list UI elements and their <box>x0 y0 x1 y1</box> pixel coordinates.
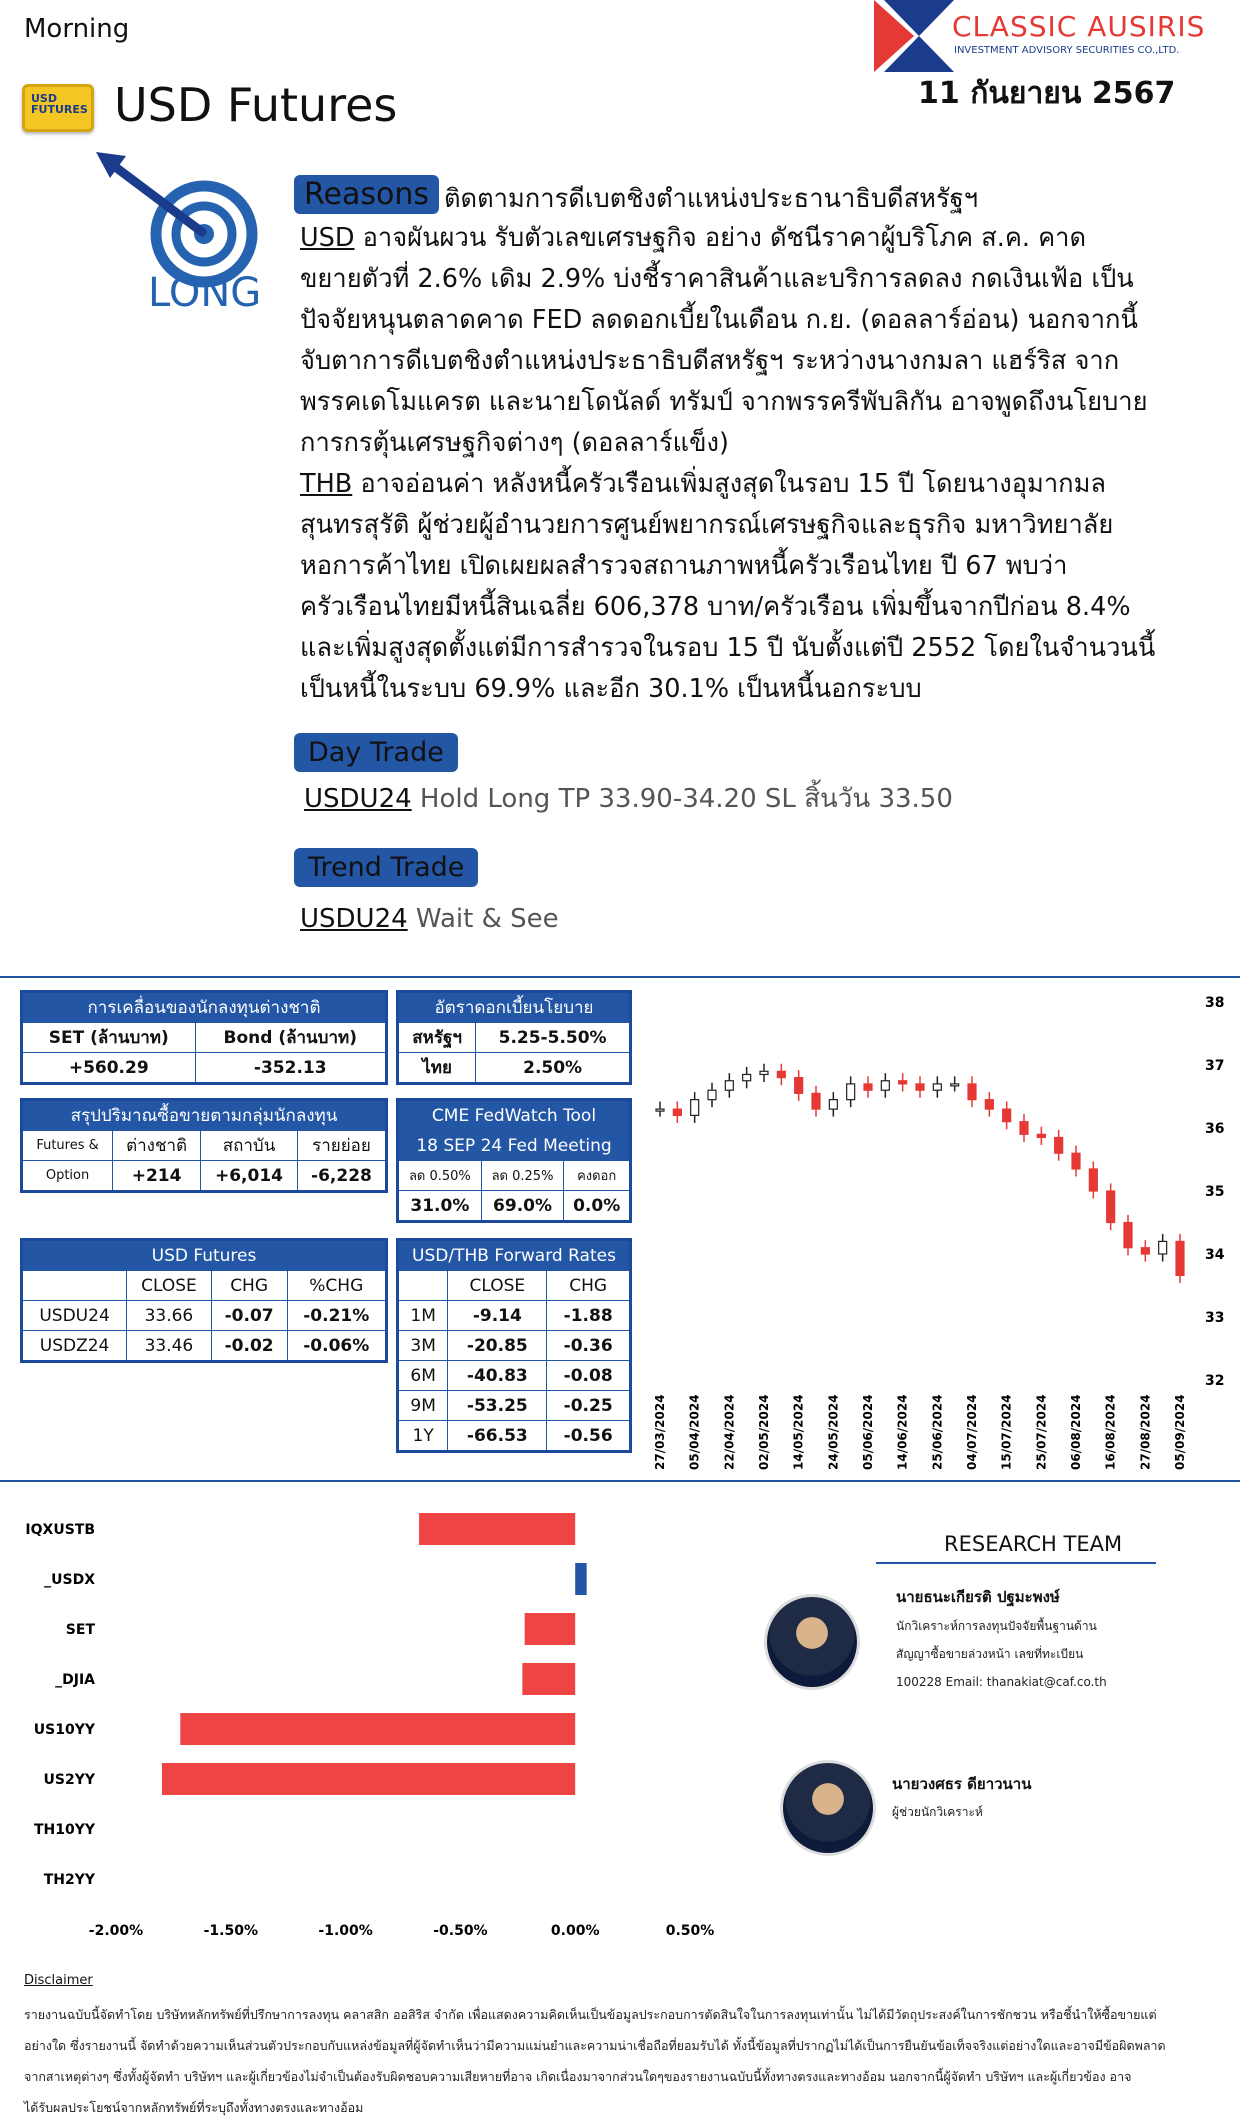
bar <box>419 1513 575 1545</box>
bar-category-label: US2YY <box>43 1772 95 1788</box>
investor-groups-table: สรุปปริมาณซื้อขายตามกลุ่มนักลงทุน Futures & ต่างชาติ สถาบัน รายย่อย Option +214 +6,014 -6,228 <box>20 1098 388 1193</box>
trend-trade-tag: Trend Trade <box>294 848 478 887</box>
x-tick-label: 27/03/2024 <box>653 1394 667 1470</box>
day-trade-line: USDU24 Hold Long TP 33.90-34.20 SL สิ้นวัน 33.50 <box>304 784 953 814</box>
reasons-tag: Reasons <box>294 175 439 214</box>
x-tick-label: -1.50% <box>203 1923 258 1939</box>
y-tick-label: 35 <box>1205 1184 1225 1200</box>
brand-logo-icon <box>874 0 954 72</box>
report-session: Morning <box>24 14 130 44</box>
candle-body <box>725 1081 733 1090</box>
section-divider <box>0 976 1240 978</box>
foreign-flow-table: การเคลื่อนของนักลงทุนต่างชาติ SET (ล้านบาท) Bond (ล้านบาท) +560.29 -352.13 <box>20 990 388 1085</box>
analyst1-name: นายธนะเกียรติ ปฐมะพงษ์ <box>896 1588 1060 1606</box>
usd-price-chart <box>650 990 1240 1480</box>
candle-body <box>1141 1248 1149 1254</box>
analyst1-avatar <box>764 1594 860 1690</box>
usd-futures-table: USD Futures CLOSE CHG %CHG USDU24 33.66 -0.07 -0.21% USDZ24 33.46 -0.02 -0.06% <box>20 1238 388 1363</box>
section-divider-2 <box>0 1480 1240 1482</box>
x-tick-label: 25/06/2024 <box>930 1394 945 1470</box>
candle-body <box>812 1093 820 1109</box>
x-tick-label: -2.00% <box>88 1923 144 1939</box>
x-tick-label: 05/04/2024 <box>687 1394 702 1470</box>
x-tick-label: 06/08/2024 <box>1069 1394 1083 1470</box>
candle-body <box>951 1084 959 1086</box>
x-tick-label: 0.50% <box>665 1923 715 1939</box>
candle-body <box>795 1078 803 1094</box>
x-tick-label: 02/05/2024 <box>757 1394 771 1470</box>
candle-body <box>743 1074 751 1080</box>
x-tick-label: 15/07/2024 <box>999 1394 1014 1470</box>
x-tick-label: 05/09/2024 <box>1173 1394 1187 1470</box>
candle-body <box>881 1081 889 1090</box>
candle-body <box>1176 1241 1184 1275</box>
candle-body <box>985 1100 993 1109</box>
x-tick-label: 05/06/2024 <box>861 1394 875 1470</box>
bar-category-label: _DJIA <box>55 1672 95 1688</box>
x-tick-label: 25/07/2024 <box>1034 1394 1049 1470</box>
x-tick-label: -1.00% <box>318 1923 373 1939</box>
candle-body <box>899 1081 907 1084</box>
x-tick-label: -0.50% <box>433 1923 488 1939</box>
candle-body <box>673 1109 681 1115</box>
policy-rate-table: อัตราดอกเบี้ยนโยบาย สหรัฐฯ 5.25-5.50% ไทย 2.50% <box>396 990 632 1085</box>
x-tick-label: 14/06/2024 <box>895 1394 910 1470</box>
x-tick-label: 22/04/2024 <box>722 1394 737 1470</box>
trend-trade-line: USDU24 Wait & See <box>300 904 559 934</box>
candle-body <box>1020 1122 1028 1135</box>
bar <box>522 1663 575 1695</box>
candle-body <box>1089 1169 1097 1191</box>
fedwatch-table: CME FedWatch Tool 18 SEP 24 Fed Meeting ลด 0.50% ลด 0.25% คงดอก 31.0% 69.0% 0.0% <box>396 1098 632 1223</box>
report-date: 11 กันยายน 2567 <box>918 76 1176 111</box>
usd-futures-badge-logo: USD FUTURES <box>22 84 94 132</box>
x-tick-label: 04/07/2024 <box>965 1394 979 1470</box>
candle-body <box>708 1090 716 1099</box>
research-team-title: RESEARCH TEAM <box>944 1532 1123 1556</box>
usd-paragraph: USD อาจผันผวน รับตัวเลขเศรษฐกิจ อย่าง ดัชนีราคาผู้บริโภค ส.ค. คาด ขยายตัวที่ 2.6% เดิม 2.9% บ่งชี้ราคาสินค้าและบริการลดลง กดเงินเฟ้อ เป็น ปัจจัยหนุนตลาดคาด FED ลดดอกเบี้ยในเดือน ก.ย. (ดอลลาร์อ่อน) นอกจากนี้ จับตาการดีเบตชิงตำแหน่งประธาธิบดีสหรัฐฯ ระหว่างนางกมลา แฮร์ริส จาก พรรคเดโมแครต และนายโดนัลด์ ทรัมป์ จากพรรครีพับลิกัน อาจพูดถึงนโยบาย การกรตุ้นเศรษฐกิจต่างๆ (ดอลลาร์แข็ง) <box>300 223 1148 458</box>
y-tick-label: 36 <box>1205 1121 1225 1137</box>
page-title: USD Futures <box>114 78 398 132</box>
day-trade-tag: Day Trade <box>294 733 458 772</box>
brand-name: CLASSIC AUSIRIS <box>952 10 1206 43</box>
y-tick-label: 38 <box>1205 995 1225 1011</box>
research-underline <box>876 1562 1156 1564</box>
x-tick-label: 27/08/2024 <box>1138 1394 1153 1470</box>
candle-body <box>760 1071 768 1074</box>
y-tick-label: 34 <box>1205 1247 1225 1263</box>
candle-body <box>1037 1134 1045 1137</box>
analyst2-role: ผู้ช่วยนักวิเคราะห์ <box>892 1805 983 1819</box>
candle-body <box>847 1084 855 1100</box>
analyst2-name: นายวงศธร ดียาวนาน <box>892 1775 1032 1793</box>
bar-category-label: TH2YY <box>43 1872 95 1888</box>
x-tick-label: 14/05/2024 <box>791 1394 806 1470</box>
candle-body <box>968 1084 976 1100</box>
analyst1-info: นักวิเคราะห์การลงทุนปัจจัยพื้นฐานด้าน สัญญาซื้อขายล่วงหน้า เลขที่ทะเบียน 100228 Email: thanakiat@caf.co.th <box>896 1619 1107 1689</box>
thb-paragraph: THB อาจอ่อนค่า หลังหนี้ครัวเรือนเพิ่มสูงสุดในรอบ 15 ปี โดยนางอุมากมล สุนทรสุรัติ ผู้ช่วยผู้อำนวยการศูนย์พยากรณ์เศรษฐกิจและธุรกิจ มหาวิทยาลัย หอการค้าไทย เปิดเผยผลสำรวจสถานภาพหนี้ครัวเรือนไทย ปี 67 พบว่า ครัวเรือนไทยมีหนี้สินเฉลี่ย 606,378 บาท/ครัวเรือน เพิ่มขึ้นจากปีก่อน 8.4% และเพิ่มสูงสุดตั้งแต่มีการสำรวจในรอบ 15 ปี นับตั้งแต่ปี 2552 โดยในจำนวนนี้ เป็นหนี้ในระบบ 69.9% และอีก 30.1% เป็นหนี้นอกระบบ <box>300 469 1156 704</box>
candle-body <box>1055 1137 1063 1153</box>
x-tick-label: 16/08/2024 <box>1103 1394 1118 1470</box>
candle-body <box>1003 1109 1011 1122</box>
candle-body <box>691 1100 699 1116</box>
bar <box>575 1563 586 1595</box>
x-tick-label: 24/05/2024 <box>826 1394 841 1470</box>
bar-category-label: TH10YY <box>33 1822 95 1838</box>
candle-body <box>1159 1241 1167 1254</box>
market-change-bar-chart <box>0 1495 740 1955</box>
bar-category-label: SET <box>65 1622 95 1638</box>
x-tick-label: 0.00% <box>550 1923 600 1939</box>
candle-body <box>933 1084 941 1090</box>
reasons-headline: ติดตามการดีเบตชิงตำแหน่งประธานาธิบดีสหรัฐฯ <box>444 184 979 214</box>
bar-category-label: US10YY <box>33 1722 95 1738</box>
bar <box>162 1763 575 1795</box>
y-tick-label: 37 <box>1205 1058 1225 1074</box>
bar-category-label: IQXUSTB <box>25 1522 95 1538</box>
forward-rates-table: USD/THB Forward Rates CLOSE CHG 1M -9.14 -1.88 3M -20.85 -0.36 6M -40.83 -0.08 9M -53.25 -0.25 1Y -66.53 -0.56 <box>396 1238 632 1453</box>
candle-body <box>1107 1191 1115 1223</box>
brand-subtitle: INVESTMENT ADVISORY SECURITIES CO.,LTD. <box>954 45 1180 56</box>
bar-category-label: _USDX <box>44 1572 95 1588</box>
candle-body <box>916 1084 924 1090</box>
bar <box>525 1613 576 1645</box>
disclaimer-text: รายงานฉบับนี้จัดทำโดย บริษัทหลักทรัพย์ที่ปรึกษาการลงทุน คลาสสิก ออสิริส จำกัด เพื่อแสดงความคิดเห็นเป็นข้อมูลประกอบการตัดสินใจในการลงทุนเท่านั้น ไม่ได้มีวัตถุประสงค์ในการชักชวน หรือชี้นำให้ซื้อขายแต่ อย่างใด ซึ่งรายงานนี้ จัดทำด้วยความเห็นส่วนตัวประกอบกับแหล่งข้อมูลที่ผู้จัดทำเห็นว่ามีความแม่นยำและความน่าเชื่อถือที่ยอมรับได้ ทั้งนี้ข้อมูลที่ปรากฏไม่ได้เป็นการยืนยันข้อเท็จจริงแต่อย่างใดและอาจมีข้อผิดพลาด จากสาเหตุต่างๆ ซึ่งทั้งผู้จัดทำ บริษัทฯ และผู้เกี่ยวข้องไม่จำเป็นต้องรับผิดชอบความเสียหายที่อาจ เกิดเนื่องมาจากส่วนใดๆของรายงานฉบับนี้ทั้งทางตรงและทางอ้อม นอกจากนี้ผู้จัดทำ บริษัทฯ และผู้เกี่ยวข้อง อาจ ได้รับผลประโยชน์จากหลักทรัพย์ที่ระบุถึงทั้งทางตรงและทางอ้อม <box>24 2007 1166 2115</box>
candle-body <box>1072 1153 1080 1169</box>
candle-body <box>656 1109 664 1111</box>
bar <box>180 1713 575 1745</box>
disclaimer-heading: Disclaimer <box>24 1973 93 1988</box>
y-tick-label: 33 <box>1205 1310 1225 1326</box>
y-tick-label: 32 <box>1205 1373 1225 1389</box>
signal-label: LONG <box>148 270 262 316</box>
candle-body <box>829 1100 837 1109</box>
candle-body <box>777 1071 785 1077</box>
analyst2-avatar <box>780 1760 876 1856</box>
candle-body <box>1124 1223 1132 1248</box>
candle-body <box>864 1084 872 1090</box>
